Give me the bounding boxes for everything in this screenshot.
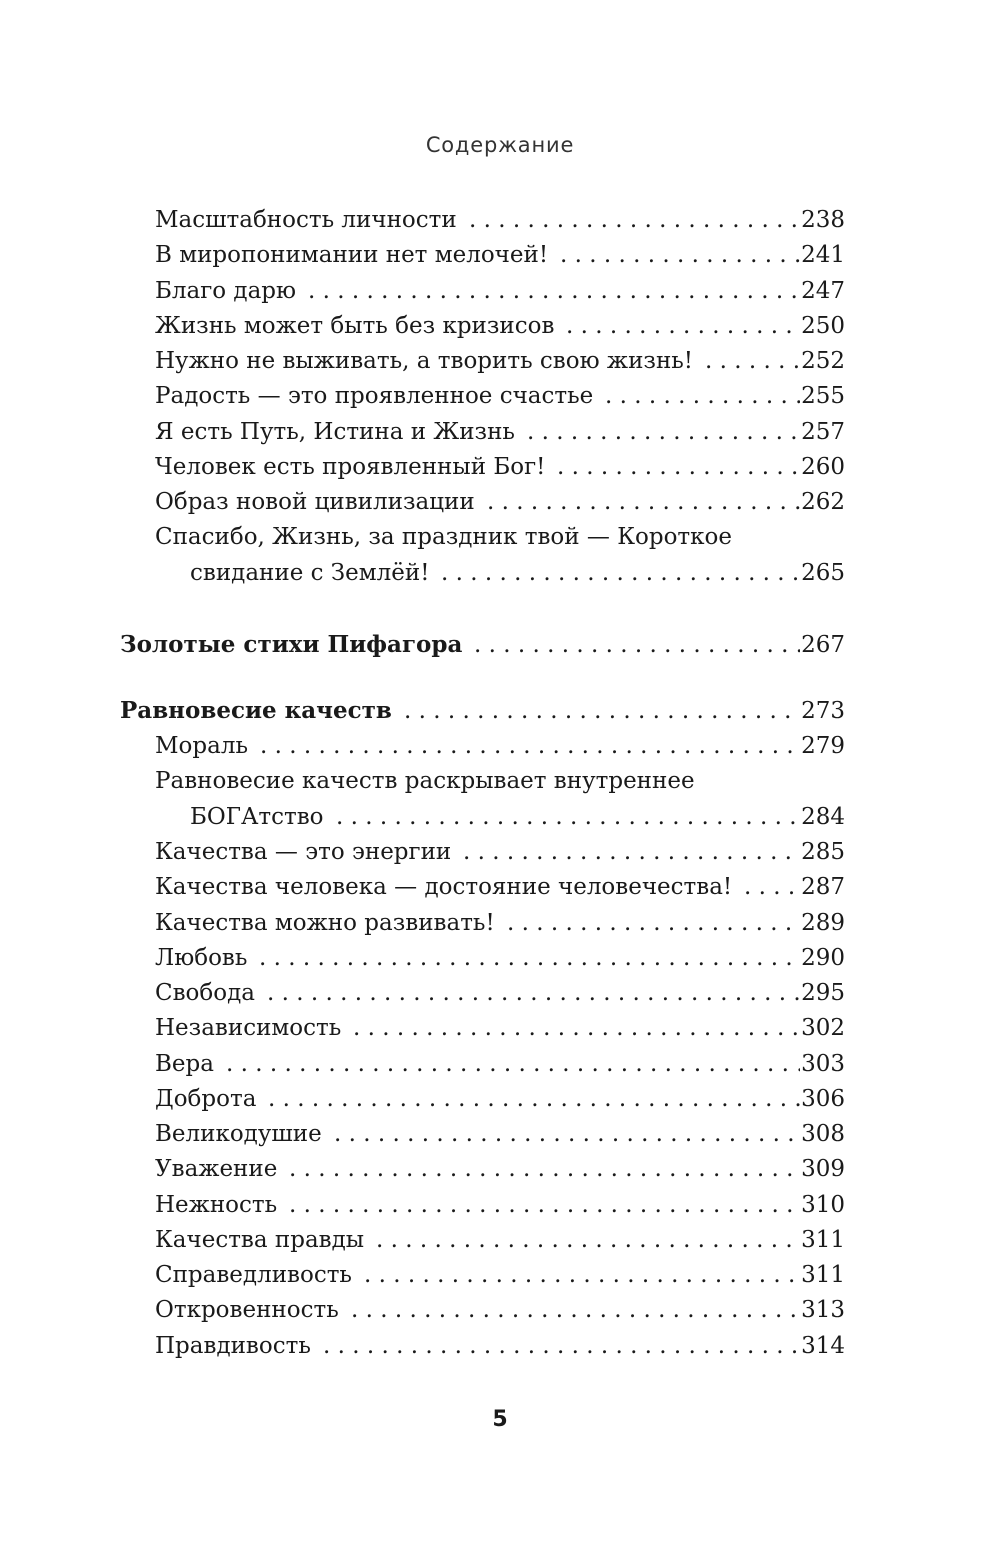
toc-entry-page: 285 bbox=[801, 839, 845, 865]
toc-entry-page: 255 bbox=[801, 383, 845, 409]
toc-entry[interactable] bbox=[0, 202, 1000, 238]
toc-entry-page: 238 bbox=[801, 207, 845, 233]
toc-entry-page: 313 bbox=[801, 1297, 845, 1323]
toc-entry[interactable] bbox=[0, 1151, 1000, 1187]
toc-entry-title: Великодушие bbox=[155, 1121, 322, 1147]
toc-entry-title: Образ новой цивилизации bbox=[155, 489, 475, 515]
toc-entry-title: Любовь bbox=[155, 945, 248, 971]
toc-entry[interactable] bbox=[0, 237, 1000, 273]
dot-leader bbox=[226, 1046, 800, 1082]
toc-entry-page: 265 bbox=[801, 560, 845, 586]
toc-entry-title: Доброта bbox=[155, 1086, 257, 1112]
toc-section-page: 267 bbox=[801, 632, 845, 658]
toc-entry[interactable] bbox=[0, 869, 1000, 905]
dot-leader bbox=[376, 1222, 800, 1258]
toc-entry-title: Нежность bbox=[155, 1192, 278, 1218]
toc-entry-title: Вера bbox=[155, 1051, 214, 1077]
toc-entry-page: 302 bbox=[801, 1015, 845, 1041]
toc-entry-page: 308 bbox=[801, 1121, 845, 1147]
toc-entry[interactable] bbox=[0, 1116, 1000, 1152]
toc-entry-page: 250 bbox=[801, 313, 845, 339]
toc-entry[interactable] bbox=[0, 1010, 1000, 1046]
dot-leader bbox=[267, 975, 800, 1011]
toc-entry[interactable] bbox=[0, 414, 1000, 450]
toc-entry[interactable] bbox=[0, 905, 1000, 941]
dot-leader bbox=[557, 449, 800, 485]
toc-section-page: 273 bbox=[801, 698, 845, 724]
dot-leader bbox=[487, 484, 800, 520]
toc-entry-page: 289 bbox=[801, 910, 845, 936]
toc-entry-title: Независимость bbox=[155, 1015, 342, 1041]
toc-entry[interactable] bbox=[0, 273, 1000, 309]
toc-entry-title: Справедливость bbox=[155, 1262, 352, 1288]
running-header: Содержание bbox=[425, 133, 575, 157]
dot-leader bbox=[441, 555, 800, 591]
dot-leader bbox=[463, 834, 800, 870]
dot-leader bbox=[334, 1116, 800, 1152]
dot-leader bbox=[353, 1010, 800, 1046]
toc-entry-page: 260 bbox=[801, 454, 845, 480]
toc-entry[interactable] bbox=[0, 1328, 1000, 1364]
dot-leader bbox=[364, 1257, 800, 1293]
toc-entry-line2[interactable] bbox=[0, 555, 1000, 591]
toc-entry-title: Я есть Путь, Истина и Жизнь bbox=[155, 419, 515, 445]
dot-leader bbox=[268, 1081, 800, 1117]
toc-entry-title: Качества человека — достояние человечества! bbox=[155, 874, 733, 900]
toc-entry[interactable] bbox=[0, 449, 1000, 485]
toc-entry[interactable] bbox=[0, 308, 1000, 344]
toc-entry-page: 262 bbox=[801, 489, 845, 515]
toc-entry-page: 310 bbox=[801, 1192, 845, 1218]
toc-entry-title-continued: БОГАтство bbox=[190, 804, 324, 830]
toc-entry-page: 290 bbox=[801, 945, 845, 971]
toc-entry-title-continued: свидание с Землёй! bbox=[190, 560, 430, 586]
toc-entry-page: 252 bbox=[801, 348, 845, 374]
toc-entry-page: 314 bbox=[801, 1333, 845, 1359]
toc-entry-page: 279 bbox=[801, 733, 845, 759]
dot-leader bbox=[744, 869, 800, 905]
toc-entry-line1[interactable] bbox=[0, 519, 1000, 555]
toc-entry-page: 295 bbox=[801, 980, 845, 1006]
toc-entry-title: Масштабность личности bbox=[155, 207, 457, 233]
toc-section-title: Равновесие качеств bbox=[120, 697, 392, 724]
toc-entry-line2[interactable] bbox=[0, 799, 1000, 835]
toc-entry-page: 309 bbox=[801, 1156, 845, 1182]
dot-leader bbox=[469, 202, 800, 238]
dot-leader bbox=[560, 237, 800, 273]
toc-section[interactable] bbox=[0, 627, 1000, 663]
toc-entry[interactable] bbox=[0, 1292, 1000, 1328]
toc-entry-title: Радость — это проявленное счастье bbox=[155, 383, 594, 409]
toc-entry-title: Нужно не выживать, а творить свою жизнь! bbox=[155, 348, 694, 374]
toc-entry[interactable] bbox=[0, 1187, 1000, 1223]
dot-leader bbox=[351, 1292, 800, 1328]
dot-leader bbox=[259, 940, 800, 976]
toc-entry-page: 303 bbox=[801, 1051, 845, 1077]
toc-entry[interactable] bbox=[0, 834, 1000, 870]
toc-entry-page: 284 bbox=[801, 804, 845, 830]
toc-entry-title: Качества можно развивать! bbox=[155, 910, 495, 936]
toc-entry[interactable] bbox=[0, 975, 1000, 1011]
toc-section[interactable] bbox=[0, 693, 1000, 729]
toc-entry[interactable] bbox=[0, 1222, 1000, 1258]
toc-entry[interactable] bbox=[0, 484, 1000, 520]
toc-entry-title: Мораль bbox=[155, 733, 248, 759]
dot-leader bbox=[566, 308, 800, 344]
toc-entry-title: Уважение bbox=[155, 1156, 278, 1182]
toc-entry-page: 306 bbox=[801, 1086, 845, 1112]
toc-entry-title: Спасибо, Жизнь, за праздник твой — Короткое bbox=[155, 524, 732, 550]
toc-entry-title: Качества правды bbox=[155, 1227, 365, 1253]
toc-entry-title: Благо дарю bbox=[155, 278, 297, 304]
dot-leader bbox=[260, 728, 800, 764]
toc-entry[interactable] bbox=[0, 728, 1000, 764]
toc-entry-page: 311 bbox=[801, 1262, 845, 1288]
toc-entry[interactable] bbox=[0, 1081, 1000, 1117]
dot-leader bbox=[474, 627, 800, 663]
toc-entry[interactable] bbox=[0, 378, 1000, 414]
dot-leader bbox=[336, 799, 800, 835]
toc-entry[interactable] bbox=[0, 343, 1000, 379]
toc-entry[interactable] bbox=[0, 1257, 1000, 1293]
toc-section-title: Золотые стихи Пифагора bbox=[120, 631, 463, 658]
toc-entry-title: Правдивость bbox=[155, 1333, 311, 1359]
toc-entry[interactable] bbox=[0, 940, 1000, 976]
toc-entry-title: Свобода bbox=[155, 980, 255, 1006]
dot-leader bbox=[308, 273, 800, 309]
toc-entry-page: 241 bbox=[801, 242, 845, 268]
dot-leader bbox=[404, 693, 800, 729]
toc-entry-page: 257 bbox=[801, 419, 845, 445]
toc-entry-title: В миропонимании нет мелочей! bbox=[155, 242, 549, 268]
dot-leader bbox=[507, 905, 800, 941]
dot-leader bbox=[705, 343, 800, 379]
dot-leader bbox=[289, 1151, 800, 1187]
toc-entry-page: 247 bbox=[801, 278, 845, 304]
toc-entry-line1[interactable] bbox=[0, 763, 1000, 799]
toc-entry-title: Жизнь может быть без кризисов bbox=[155, 313, 555, 339]
toc-entry[interactable] bbox=[0, 1046, 1000, 1082]
dot-leader bbox=[323, 1328, 800, 1364]
toc-entry-title: Равновесие качеств раскрывает внутреннее bbox=[155, 768, 695, 794]
toc-entry-page: 287 bbox=[801, 874, 845, 900]
toc-entry-title: Человек есть проявленный Бог! bbox=[155, 454, 546, 480]
dot-leader bbox=[289, 1187, 800, 1223]
toc-entry-title: Откровенность bbox=[155, 1297, 339, 1323]
toc-entry-page: 311 bbox=[801, 1227, 845, 1253]
page-number: 5 bbox=[492, 1407, 508, 1432]
dot-leader bbox=[605, 378, 800, 414]
dot-leader bbox=[527, 414, 800, 450]
toc-entry-title: Качества — это энергии bbox=[155, 839, 452, 865]
